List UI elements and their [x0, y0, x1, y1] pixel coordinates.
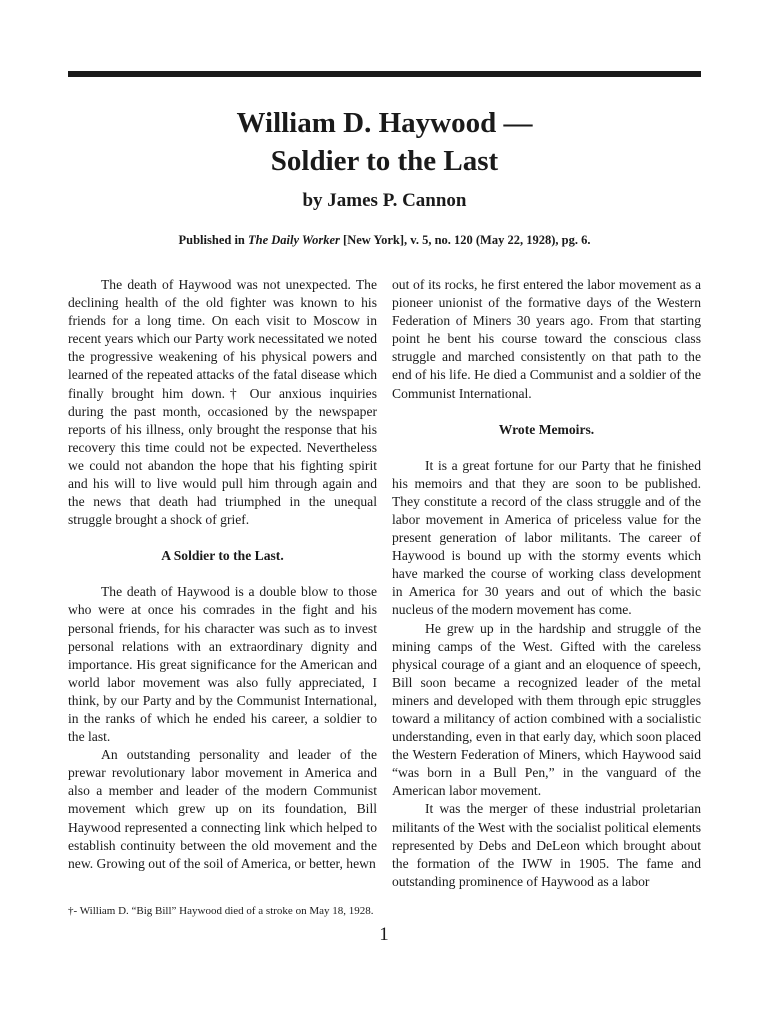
publication-prefix: Published in	[178, 233, 245, 247]
publication-details: [New York], v. 5, no. 120 (May 22, 1928), pg. 6.	[343, 233, 591, 247]
section-heading-soldier: A Soldier to the Last.	[161, 548, 284, 564]
article-title	[68, 104, 701, 180]
paragraph: It was the merger of these industrial proletarian militants of the West with the socialist political elements represented by Debs and DeLeon which brought about the formation of the IWW in 1905. The fame and outstanding prominence of Haywood as a labor	[392, 801, 701, 889]
top-rule	[68, 71, 701, 77]
title-line-2: Soldier to the Last	[270, 145, 499, 177]
newspaper-name: The Daily Worker	[248, 233, 340, 247]
byline: by James P. Cannon	[302, 190, 467, 211]
page-number: 1	[379, 924, 389, 945]
title-line-1: William D. Haywood —	[236, 107, 533, 139]
publication-info	[68, 233, 701, 248]
section-heading-memoirs: Wrote Memoirs.	[498, 421, 595, 437]
footnote: †- William D. “Big Bill” Haywood died of a stroke on May 18, 1928.	[68, 905, 374, 917]
right-column	[392, 276, 701, 891]
paragraph: He grew up in the hardship and struggle of the mining camps of the West. Gifted with the careless physical courage of a giant and an eloquence of speech, Bill soon became a recognized leader of the metal miners and developed with them through epic struggles toward a militancy of action combined with a socialistic understanding, even in that early day, which soon placed the Western Federation of Miners, which Haywood said “was born in a Bull Pen,” in the vanguard of the American labor movement.	[392, 620, 701, 799]
paragraph: It is a great fortune for our Party that he finished his memoirs and that they are soon to be published. They constitute a record of the class struggle and of the labor movement in America of priceless value for the present generation of labor militants. The career of Haywood is bound up with the stormy events which have marked the course of working class development in America for 30 years and out of which the basic nucleus of the modern movement has come.	[392, 457, 701, 618]
paragraph: An outstanding personality and leader of the prewar revolutionary labor movement in America and also a member and leader of the modern Communist movement which grew up on its foundation, Bill Haywood represented a connecting link which helped to establish continuity between the old movement and the new. Growing out of the soil of America, or better, hewn	[68, 747, 377, 871]
left-column	[68, 276, 377, 873]
paragraph: out of its rocks, he first entered the labor movement as a pioneer unionist of the formative days of the Western Federation of Miners 30 years ago. From that starting point he bent his course toward the conscious class struggle and marched consistently on that path to the end of his life. He died a Communist and a soldier of the Communist International.	[392, 277, 701, 401]
paragraph: The death of Haywood was not unexpected. The declining health of the old fighter was known to his friends for a long time. On each visit to Moscow in recent years which our Party work necessitated we noted the progressive weakening of his physical powers and learned of the repeated attacks of the fatal disease which finally brought him down.† Our anxious inquiries during the past month, occasioned by the newspaper reports of his illness, only brought the response that his recovery this time could not be expected. Nevertheless we could not abandon the hope that his fighting spirit and his will to live would pull him through again and the news that death had triumphed in the unequal struggle brought a shock of grief.	[68, 277, 377, 528]
paragraph: The death of Haywood is a double blow to those who were at once his comrades in the fight and his personal friends, for his character was such as to invest personal relations with an extraordinary dignity and importance. His great significance for the American and world labor movement was also fully appreciated, I think, by our Party and by the Communist International, in the ranks of which he ended his career, a soldier to the last.	[68, 584, 377, 745]
